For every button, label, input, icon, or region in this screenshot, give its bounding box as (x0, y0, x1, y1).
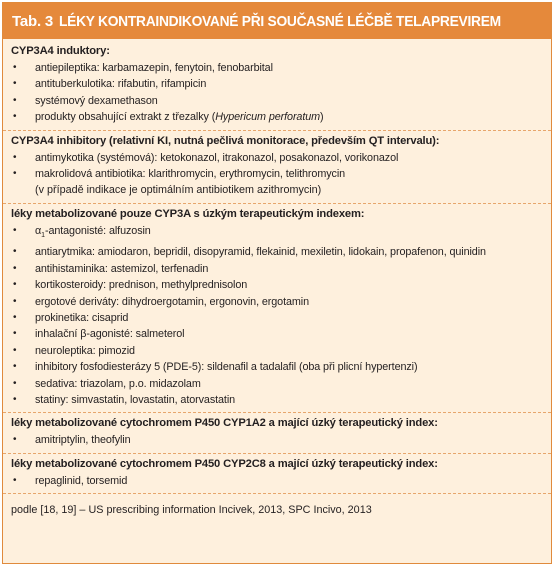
bullet-icon: • (13, 94, 17, 106)
list-item: • statiny: simvastatin, lovastatin, atorvastatin (11, 392, 543, 408)
item-list (11, 473, 543, 489)
list-item: • prokinetika: cisaprid (11, 310, 543, 326)
section-cyp2c8 (3, 453, 551, 493)
bullet-icon: • (13, 279, 17, 291)
bullet-icon: • (13, 111, 17, 123)
list-item: • antituberkulotika: rifabutin, rifampicin (11, 76, 543, 92)
bullet-icon: • (13, 224, 17, 236)
list-item: • systémový dexamethason (11, 93, 543, 109)
table-number: Tab. 3 (12, 12, 54, 30)
list-item: • makrolidová antibiotika: klarithromycin, erythromycin, telithromycin (11, 166, 543, 182)
list-item: • antiarytmika: amiodaron, bepridil, disopyramid, flekainid, mexiletin, lidokain, propafenon, quinidin (11, 244, 543, 260)
list-item: • antimykotika (systémová): ketokonazol, itrakonazol, posakonazol, vorikonazol (11, 150, 543, 166)
bullet-icon: • (13, 295, 17, 307)
list-item: • kortikosteroidy: prednison, methylprednisolon (11, 277, 543, 293)
list-item: • produkty obsahující extrakt z třezalky (Hypericum perforatum) (11, 109, 543, 125)
item-list (11, 432, 543, 448)
bullet-icon: • (13, 394, 17, 406)
section-note: (v případě indikace je optimálním antibiotikem azithromycin) (35, 184, 322, 197)
bullet-icon: • (13, 377, 17, 389)
table-header (3, 3, 551, 39)
section-cyp3a4-inducers (3, 39, 551, 130)
list-item: • neuroleptika: pimozid (11, 343, 543, 359)
bullet-icon: • (13, 361, 17, 373)
bullet-icon: • (13, 474, 17, 486)
item-list (11, 60, 543, 126)
list-item: • antihistaminika: astemizol, terfenadin (11, 261, 543, 277)
section-cyp3a-narrow-index (3, 203, 551, 413)
bullet-icon: • (13, 246, 17, 258)
item-list (11, 150, 543, 183)
bullet-icon: • (13, 151, 17, 163)
list-item: • repaglinid, torsemid (11, 473, 543, 489)
bullet-icon: • (13, 168, 17, 180)
list-item: • amitriptylin, theofylin (11, 432, 543, 448)
bullet-icon: • (13, 328, 17, 340)
table-title: LÉKY KONTRAINDIKOVANÉ PŘI SOUČASNÉ LÉČBĚ TELAPREVIREM (59, 12, 501, 30)
item-list (11, 223, 543, 409)
section-cyp3a4-inhibitors (3, 130, 551, 203)
list-item: • sedativa: triazolam, p.o. midazolam (11, 376, 543, 392)
section-cyp1a2 (3, 412, 551, 452)
section-title: CYP3A4 inhibitory (relativní KI, nutná pečlivá monitorace, především QT intervalu): (11, 134, 440, 147)
bullet-icon: • (13, 78, 17, 90)
bullet-icon: • (13, 434, 17, 446)
list-item: • ergotové deriváty: dihydroergotamin, ergonovin, ergotamin (11, 294, 543, 310)
list-item: • inhibitory fosfodiesterázy 5 (PDE-5): sildenafil a tadalafil (oba při plicní hypertenzi) (11, 359, 543, 375)
section-title: léky metabolizované cytochromem P450 CYP2C8 a mající úzký terapeutický index: (11, 457, 438, 470)
section-title: CYP3A4 induktory: (11, 45, 110, 57)
list-item: • antiepileptika: karbamazepin, fenytoin, fenobarbital (11, 60, 543, 76)
section-title: léky metabolizované cytochromem P450 CYP1A2 a mající úzký terapeutický index: (11, 417, 438, 430)
bullet-icon: • (13, 262, 17, 274)
bullet-icon: • (13, 312, 17, 324)
section-title: léky metabolizované pouze CYP3A s úzkým terapeutickým indexem: (11, 207, 365, 220)
drug-table-card (2, 2, 552, 564)
latin-name: Hypericum perforatum (215, 111, 321, 124)
list-item: • $\alpha_1$-antagonisté: alfuzosin (13, 224, 151, 239)
bullet-icon: • (13, 62, 17, 73)
source-footnote: podle [18, 19] – US prescribing information Incivek, 2013, SPC Incivo, 2013 (3, 493, 551, 516)
bullet-icon: • (13, 344, 17, 356)
list-item: • inhalační β-agonisté: salmeterol (11, 326, 543, 342)
